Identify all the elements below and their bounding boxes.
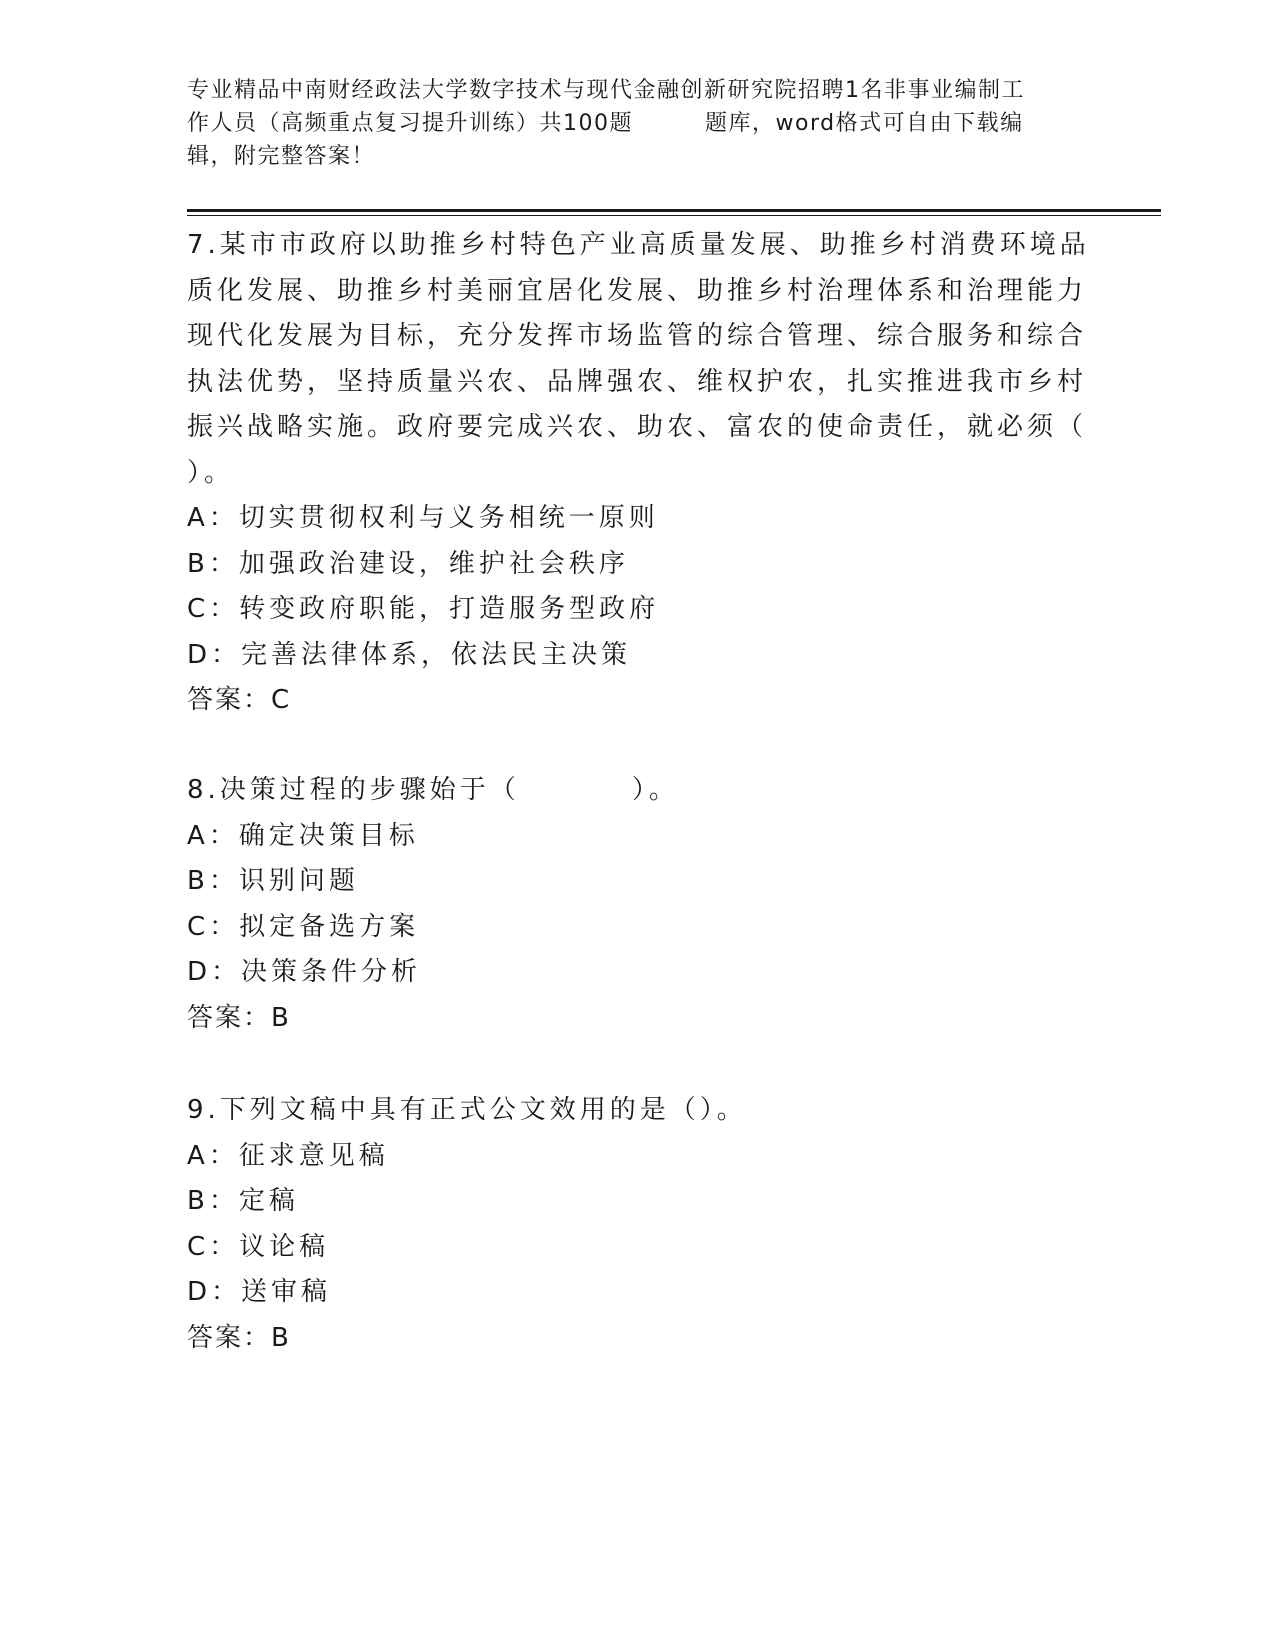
header-line-3: 辑，附完整答案！ — [187, 144, 376, 169]
question-8 — [187, 768, 1087, 1041]
question-stem-line: 9.下列文稿中具有正式公文效用的是（）。 — [187, 1095, 747, 1125]
question-stem-line — [187, 768, 1087, 814]
question-9 — [187, 1088, 1087, 1361]
question-stem-line: 现代化发展为目标，充分发挥市场监管的综合管理、综合服务和综合 — [187, 321, 1088, 351]
question-stem-line: 7.某市市政府以助推乡村特色产业高质量发展、助推乡村消费环境品 — [187, 230, 1090, 260]
question-stem-line: ）。 — [187, 457, 235, 488]
question-stem-left: 8.决策过程的步骤始于（ — [187, 775, 520, 805]
answer-line: 答案：B — [187, 1322, 291, 1353]
option-c: C：转变政府职能，打造服务型政府 — [187, 594, 660, 624]
option-b: B：识别问题 — [187, 866, 359, 896]
header-line-2 — [187, 107, 1087, 140]
option-a: A：切实贯彻权利与义务相统一原则 — [187, 503, 659, 533]
option-b: B：加强政治建设，维护社会秩序 — [187, 548, 629, 579]
question-stem-right: ）。 — [631, 775, 679, 805]
option-c: C：拟定备选方案 — [187, 911, 420, 942]
option-c: C：议论稿 — [187, 1231, 330, 1262]
question-stem-line: 执法优势，坚持质量兴农、品牌强农、维权护农，扎实推进我市乡村 — [187, 366, 1088, 397]
option-d: D：决策条件分析 — [187, 957, 422, 987]
header-divider-thick — [187, 209, 1161, 212]
header-line-1: 专业精品中南财经政法大学数字技术与现代金融创新研究院招聘1名非事业编制工 — [187, 78, 1025, 103]
header-line-2-left: 作人员（高频重点复习提升训练）共100题 — [187, 111, 633, 136]
option-d: D：送审稿 — [187, 1277, 332, 1307]
question-7 — [187, 223, 1090, 724]
option-a: A：征求意见稿 — [187, 1140, 389, 1171]
header-divider-thin — [187, 215, 1161, 216]
answer-line: 答案：B — [187, 1002, 291, 1033]
question-stem-line: 振兴战略实施。政府要完成兴农、助农、富农的使命责任，就必须（ — [187, 412, 1088, 442]
question-stem-line: 质化发展、助推乡村美丽宜居化发展、助推乡村治理体系和治理能力 — [187, 275, 1088, 306]
option-b: B：定稿 — [187, 1186, 299, 1216]
header-line-2-right: 题库，word格式可自由下载编 — [705, 111, 1024, 136]
option-d: D：完善法律体系，依法民主决策 — [187, 639, 632, 670]
document-header — [187, 74, 1087, 173]
option-a: A：确定决策目标 — [187, 820, 419, 851]
answer-line: 答案：C — [187, 685, 292, 715]
